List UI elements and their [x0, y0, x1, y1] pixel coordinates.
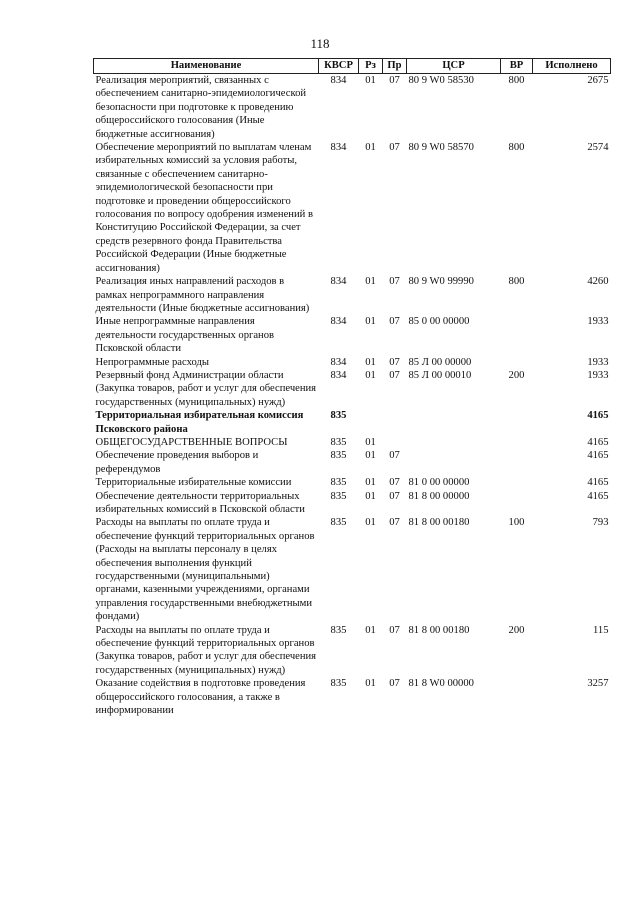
cell-rz: 01: [365, 356, 376, 368]
cell-pr: 07: [389, 678, 400, 690]
cell-sum: 1933: [587, 356, 609, 368]
cell-name: Реализация мероприятий, связанных с обеспечением санитарно-эпидемиологической безопасности при подготовке к проведению общероссийского голосования (Иные бюджетные ассигнования): [95, 75, 307, 140]
cell-name: Обеспечение деятельности территориальных избирательных комиссий в Псковской области: [95, 490, 305, 515]
cell-csr: 80 9 W0 58530: [408, 75, 474, 86]
cell-kvsr: 835: [330, 450, 347, 462]
cell-name: Обеспечение мероприятий по выплатам членам избирательных комиссий за условия работы, связанные с обеспечением санитарно-эпидемиологической безопасности при подготовке и проведении общероссийского голосования по вопросу одобрения изменений в Конституцию Российской Федерации, за счет средств резервного фонда Правительства Российской Федерации (Иные бюджетные ассигнования): [95, 142, 313, 274]
cell-vr: 800: [508, 276, 525, 288]
cell-rz: 01: [365, 316, 376, 328]
cell-vr: [501, 315, 533, 355]
cell-csr: [407, 436, 501, 449]
table-row: [94, 624, 611, 678]
cell-vr: 800: [508, 75, 525, 86]
cell-pr: 07: [389, 490, 400, 502]
cell-kvsr: 835: [330, 678, 347, 690]
cell-name: Расходы на выплаты по оплате труда и обеспечение функций территориальных органов (Расходы на выплаты персоналу в целях обеспечения выполнения функций государственными (муниципальными) органами, казенными учреждениями, органами управления государственными внебюджетными фондами): [95, 517, 315, 623]
table-row: [94, 516, 611, 623]
page-number: 118: [310, 36, 330, 51]
cell-rz: 01: [365, 490, 376, 502]
cell-pr: 07: [389, 276, 400, 288]
cell-name: Территориальная избирательная комиссия Псковского района: [95, 410, 304, 435]
cell-kvsr: 835: [330, 477, 347, 489]
cell-kvsr: 834: [330, 276, 347, 288]
cell-vr: 200: [508, 624, 525, 636]
cell-vr: 200: [508, 369, 525, 381]
cell-rz: 01: [365, 517, 376, 529]
cell-csr: 81 8 W0 00000: [408, 678, 474, 690]
cell-name: Непрограммные расходы: [95, 356, 209, 368]
cell-kvsr: 835: [330, 490, 347, 502]
cell-sum: 2574: [587, 142, 609, 154]
header-kvsr: КВСР: [319, 59, 359, 74]
table-row: [94, 436, 611, 449]
cell-rz: 01: [365, 142, 376, 154]
cell-vr: [501, 356, 533, 369]
cell-csr: [407, 449, 501, 476]
cell-sum: 3257: [587, 678, 609, 690]
budget-table: [93, 58, 611, 718]
cell-pr: 07: [389, 624, 400, 636]
cell-name: ОБЩЕГОСУДАРСТВЕННЫЕ ВОПРОСЫ: [95, 436, 288, 448]
cell-rz: [359, 409, 383, 436]
cell-csr: 81 8 00 00180: [408, 517, 470, 529]
cell-pr: 07: [389, 477, 400, 489]
cell-sum: 4165: [587, 410, 609, 422]
cell-sum: 4165: [587, 450, 609, 462]
cell-vr: [501, 490, 533, 517]
cell-vr: [501, 449, 533, 476]
header-csr: ЦСР: [407, 59, 501, 74]
cell-rz: 01: [365, 369, 376, 381]
cell-csr: 85 Л 00 00000: [408, 356, 472, 368]
table-row: [94, 490, 611, 517]
cell-vr: [501, 476, 533, 489]
cell-name: Обеспечение проведения выборов и референдумов: [95, 450, 259, 475]
table-row: [94, 141, 611, 275]
table-row: [94, 476, 611, 489]
cell-rz: 01: [365, 276, 376, 288]
cell-kvsr: 834: [330, 369, 347, 381]
cell-sum: 4165: [587, 436, 609, 448]
table-row: [94, 409, 611, 436]
cell-sum: 4260: [587, 276, 609, 288]
cell-pr: 07: [389, 142, 400, 154]
cell-pr: 07: [389, 450, 400, 462]
cell-name: Оказание содействия в подготовке проведения общероссийского голосования, а также в информировании: [95, 678, 306, 717]
table-row: [94, 369, 611, 409]
cell-name: Резервный фонд Администрации области (Закупка товаров, работ и услуг для обеспечения государственных (муниципальных) нужд): [95, 369, 317, 408]
cell-vr: 800: [508, 142, 525, 154]
cell-pr: [383, 436, 407, 449]
cell-pr: 07: [389, 75, 400, 86]
cell-kvsr: 835: [330, 624, 347, 636]
cell-sum: 115: [593, 624, 609, 636]
cell-csr: [407, 409, 501, 436]
table-row: [94, 356, 611, 369]
table-header: [94, 59, 611, 74]
cell-name: Территориальные избирательные комиссии: [95, 477, 292, 489]
cell-rz: 01: [365, 436, 376, 448]
cell-kvsr: 835: [330, 410, 347, 422]
table-row: [94, 74, 611, 142]
cell-csr: 85 Л 00 00010: [408, 369, 472, 381]
cell-vr: [501, 409, 533, 436]
header-name: Наименование: [94, 59, 319, 74]
cell-kvsr: 835: [330, 436, 347, 448]
cell-pr: 07: [389, 356, 400, 368]
table-body: [94, 74, 611, 718]
table-row: [94, 677, 611, 717]
cell-kvsr: 835: [330, 517, 347, 529]
cell-sum: 1933: [587, 316, 609, 328]
table-row: [94, 275, 611, 315]
cell-csr: 81 8 00 00000: [408, 490, 470, 502]
cell-sum: 4165: [587, 490, 609, 502]
cell-sum: 2675: [587, 75, 609, 86]
cell-name: Расходы на выплаты по оплате труда и обеспечение функций территориальных органов (Закупка товаров, работ и услуг для обеспечения государственных (муниципальных) нужд): [95, 624, 317, 676]
cell-rz: 01: [365, 678, 376, 690]
cell-kvsr: 834: [330, 316, 347, 328]
cell-sum: 4165: [587, 477, 609, 489]
cell-vr: [501, 677, 533, 717]
cell-csr: 80 9 W0 99990: [408, 276, 474, 288]
cell-pr: 07: [389, 316, 400, 328]
cell-sum: 793: [592, 517, 609, 529]
cell-vr: 100: [508, 517, 525, 529]
header-sum: Исполнено: [533, 59, 611, 74]
cell-rz: 01: [365, 75, 376, 86]
cell-csr: 85 0 00 00000: [408, 316, 470, 328]
cell-name: Иные непрограммные направления деятельности государственных органов Псковской области: [95, 316, 275, 355]
cell-rz: 01: [365, 624, 376, 636]
cell-rz: 01: [365, 477, 376, 489]
cell-pr: [383, 409, 407, 436]
cell-vr: [501, 436, 533, 449]
table-row: [94, 449, 611, 476]
cell-csr: 81 0 00 00000: [408, 477, 470, 489]
cell-kvsr: 834: [330, 356, 347, 368]
cell-kvsr: 834: [330, 75, 347, 86]
cell-csr: 81 8 00 00180: [408, 624, 470, 636]
header-pr: Пр: [383, 59, 407, 74]
table-row: [94, 315, 611, 355]
cell-kvsr: 834: [330, 142, 347, 154]
cell-pr: 07: [389, 517, 400, 529]
header-rz: Рз: [359, 59, 383, 74]
header-vr: ВР: [501, 59, 533, 74]
cell-name: Реализация иных направлений расходов в рамках непрограммного направления деятельности (Иные бюджетные ассигнования): [95, 276, 310, 314]
cell-rz: 01: [365, 450, 376, 462]
cell-sum: 1933: [587, 369, 609, 381]
cell-csr: 80 9 W0 58570: [408, 142, 474, 154]
cell-pr: 07: [389, 369, 400, 381]
